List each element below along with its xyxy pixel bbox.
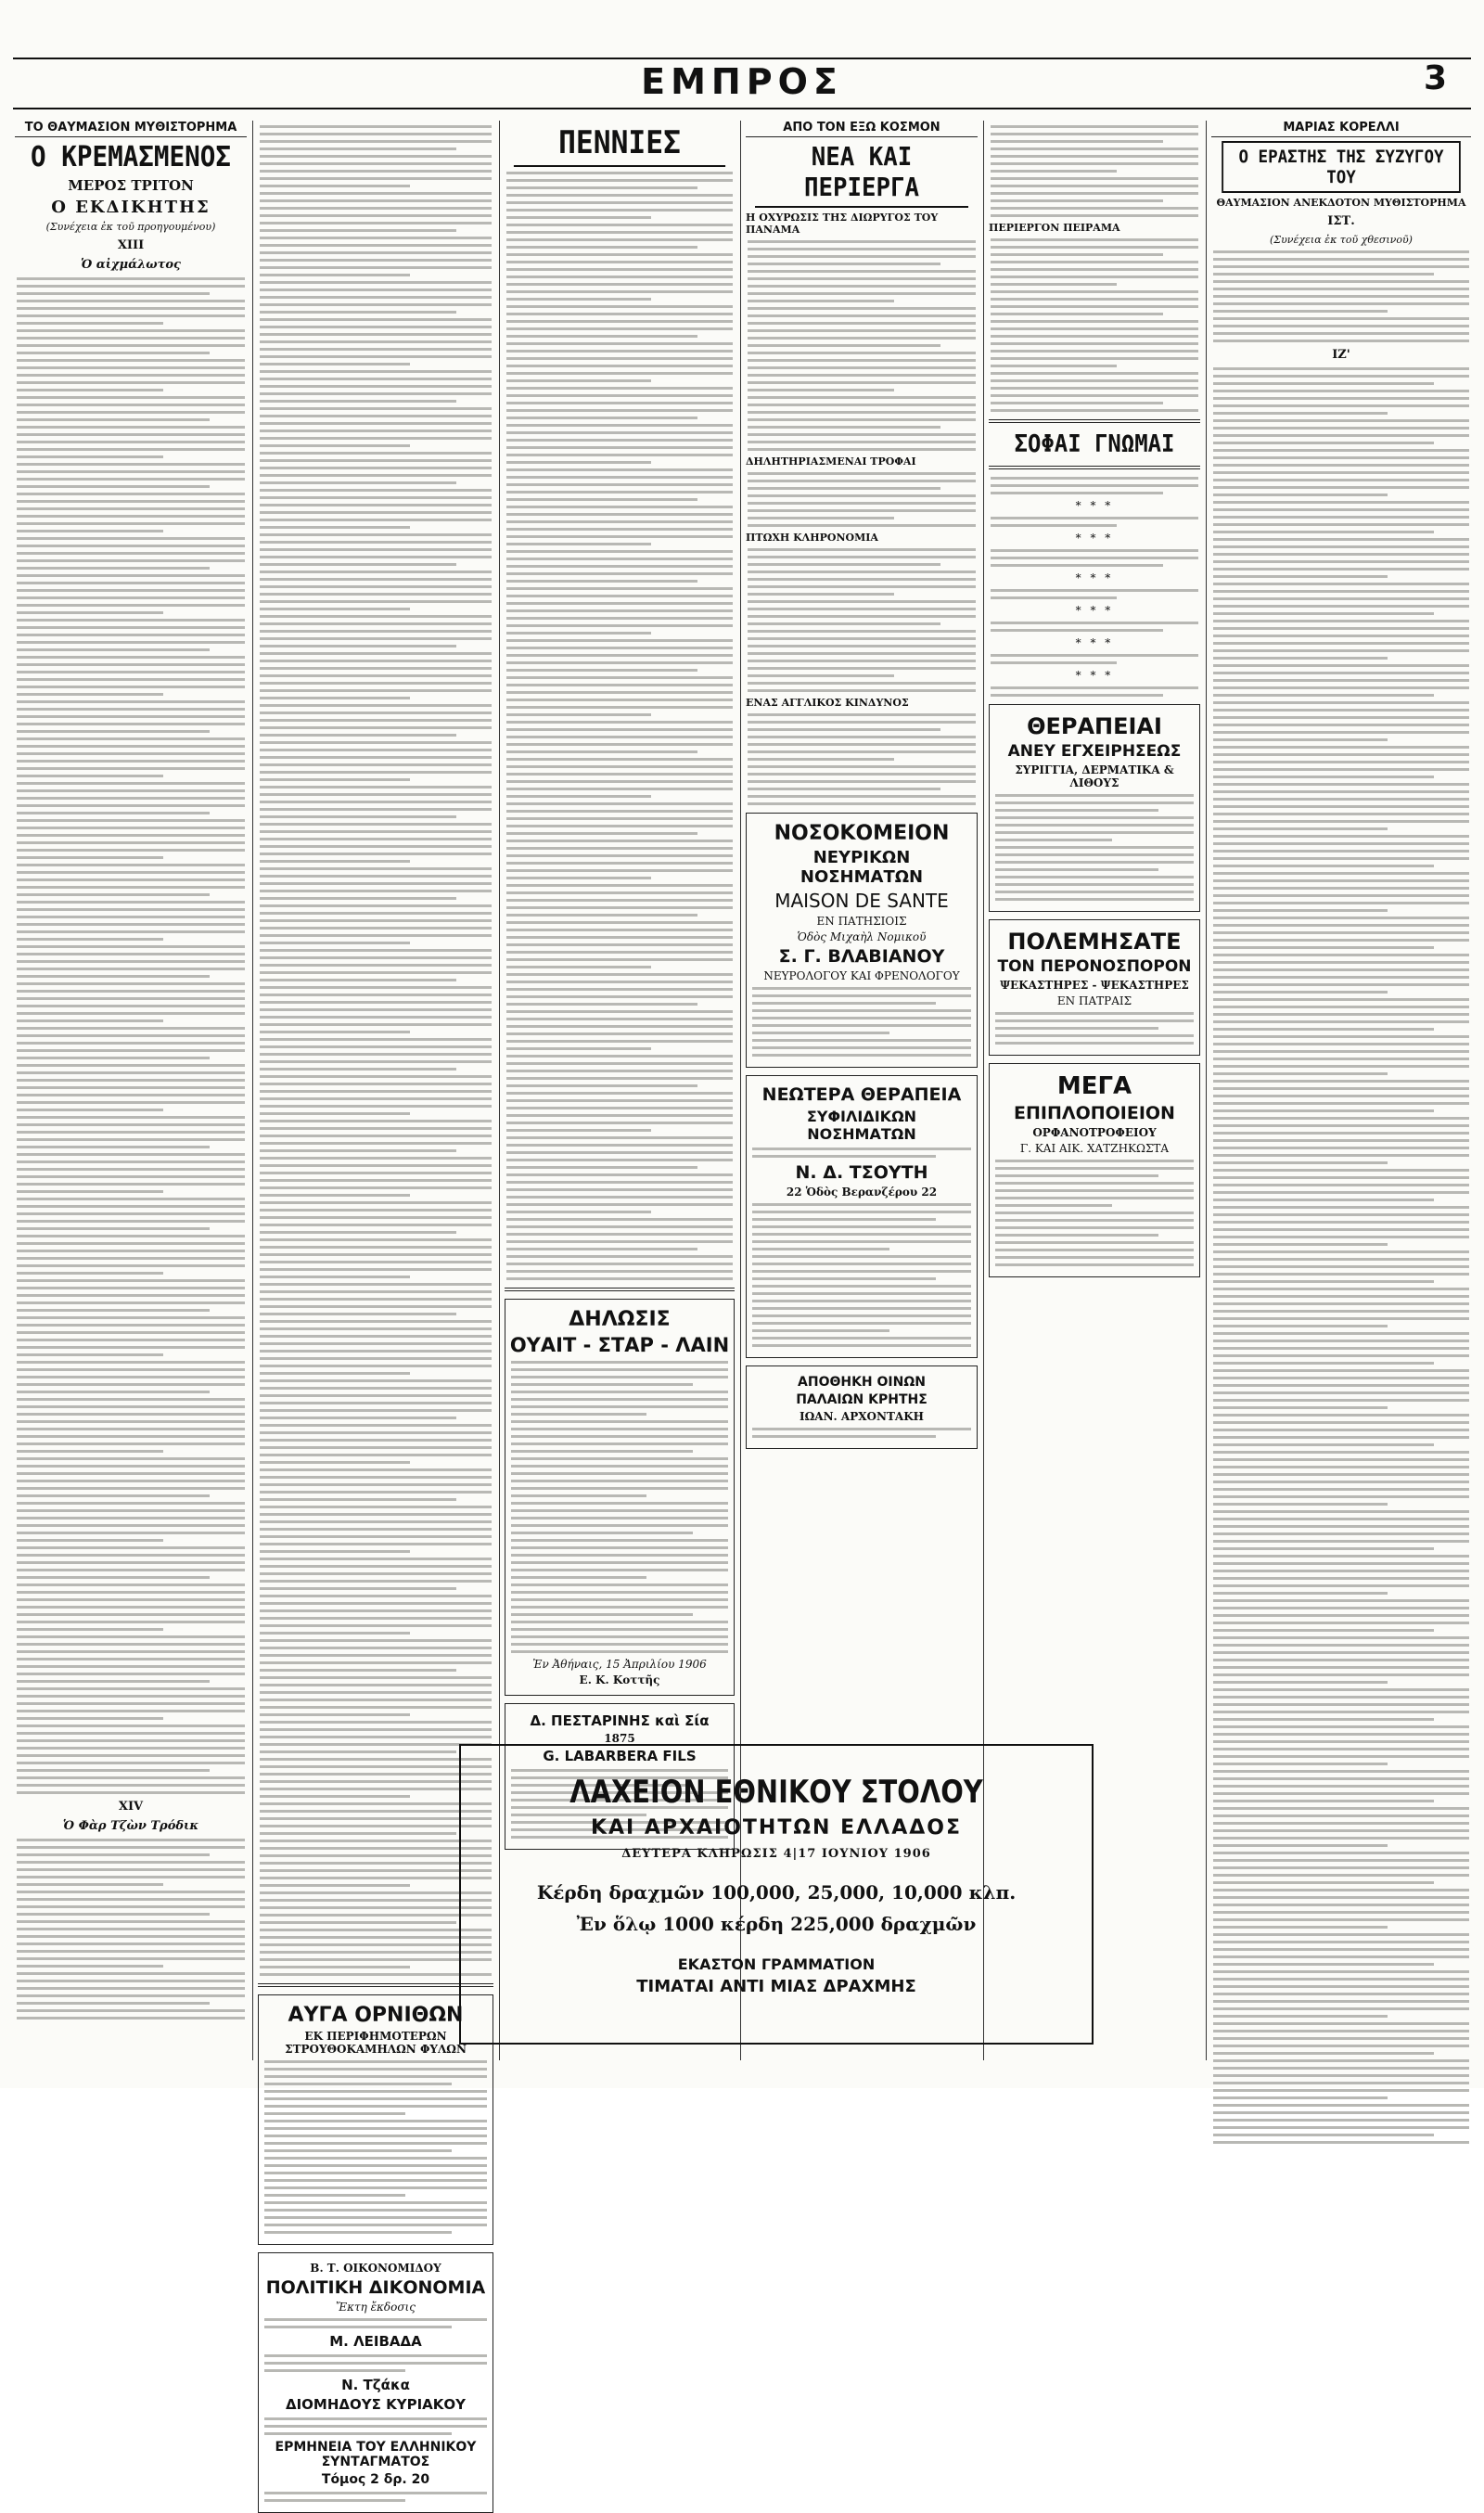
separator-stars: * * * (1075, 636, 1114, 649)
article-body (746, 240, 978, 451)
news-headline: ΝΕΑ ΚΑΙ ΠΕΡΙΕΡΓΑ (755, 141, 968, 208)
column-6 (1211, 121, 1471, 2060)
masthead-rule-bottom (13, 108, 1471, 109)
ad-name: Ν. Τζάκα (341, 2377, 410, 2393)
article-body (258, 125, 493, 1976)
serial-kicker: ΤΟ ΘΑΥΜΑΣΙΟΝ ΜΥΘΙΣΤΟΡΗΜΑ (15, 121, 247, 137)
article-body (15, 1839, 247, 2019)
divider (258, 1983, 493, 1987)
ad-title: ΜΕΓΑ (1056, 1072, 1132, 1100)
eggs-advertisement (258, 1994, 493, 2245)
news-item-title: ΠΤΩΧΗ ΚΛΗΡΟΝΟΜΙΑ (746, 532, 878, 544)
chapter-number: XIII (117, 238, 145, 252)
lottery-price: ΤΙΜΑΤΑΙ ΑΝΤΙ ΜΙΑΣ ΔΡΑΧΜΗΣ (636, 1977, 916, 1996)
ad-subtitle: ΕΠΙΠΛΟΠΟΙΕΙΟΝ (1014, 1103, 1175, 1123)
ad-volume-price: Τόμος 2 δρ. 20 (321, 2472, 430, 2487)
chapter-number: ΙΖ' (1332, 348, 1350, 362)
peronospora-sprayers-advertisement (989, 919, 1200, 1056)
ad-author-top: Β. Τ. ΟΙΚΟΝΟΜΙΔΟΥ (310, 2262, 441, 2275)
masthead (0, 56, 1484, 113)
notice-signature: Ε. Κ. Κοττῆς (579, 1673, 660, 1686)
ad-subtitle: ΣΥΦΙΛΙΔΙΚΩΝ ΝΟΣΗΜΑΤΩΝ (806, 1108, 917, 1143)
ad-author: Μ. ΛΕΙΒΑΔΑ (329, 2333, 422, 2350)
news-item-title: ΔΗΛΗΤΗΡΙΑΣΜΕΝΑΙ ΤΡΟΦΑΙ (746, 455, 916, 468)
article-body (15, 277, 247, 1794)
chapter-number: ΙΣΤ. (1327, 214, 1355, 228)
ad-subtitle: ΕΚ ΠΕΡΙΦΗΜΟΤΕΡΩΝ ΣΤΡΟΥΘΟΚΑΜΗΛΩΝ ΦΥΛΩΝ (285, 2030, 467, 2056)
serial-headline: Ο ΚΡΕΜΑΣΜΕΝΟΣ (30, 141, 232, 173)
news-item-title: Η ΟΧΥΡΩΣΙΣ ΤΗΣ ΔΙΩΡΥΓΟΣ ΤΟΥ ΠΑΝΑΜΑ (746, 212, 939, 236)
divider (989, 466, 1200, 469)
lottery-total: Ἐν ὅλῳ 1000 κέρδη 225,000 δραχμῶν (576, 1913, 977, 1935)
serial-subtitle: Ο ΕΚΔΙΚΗΤΗΣ (51, 198, 211, 217)
ad-names: Γ. ΚΑΙ ΑΙΚ. ΧΑΤΖΗΚΩΣΤΑ (1019, 1142, 1170, 1155)
column-1 (15, 121, 247, 2060)
civil-procedure-book-advertisement (258, 2252, 493, 2513)
lottery-title: ΛΑΧΕΙΟΝ ΕΘΝΙΚΟΥ ΣΤΟΛΟΥ (569, 1774, 983, 1811)
ad-doctor: Ν. Δ. ΤΣΟΥΤΗ (795, 1162, 928, 1183)
ad-address: 22 Ὁδὸς Βερανζέρου 22 (786, 1186, 938, 1199)
serial-subtitle: ΘΑΥΜΑΣΙΟΝ ΑΝΕΚΔΟΤΟΝ ΜΥΘΙΣΤΟΡΗΜΑ (1216, 197, 1466, 209)
article-body (989, 477, 1200, 697)
article-body (1211, 367, 1471, 2144)
article-body (746, 548, 978, 692)
ad-title: ΑΠΟΘΗΚΗ ΟΙΝΩΝ (798, 1375, 926, 1390)
ad-author: ΔΙΟΜΗΔΟΥΣ ΚΥΡΙΑΚΟΥ (285, 2396, 467, 2413)
ad-line: ΨΕΚΑΣΤΗΡΕΣ - ΨΕΚΑΣΤΗΡΕΣ (1000, 979, 1189, 992)
serial-kicker: ΜΑΡΙΑΣ ΚΟΡΕΛΛΙ (1211, 121, 1471, 137)
article-body (505, 172, 735, 1280)
notice-title: ΔΗΛΩΣΙΣ (569, 1308, 671, 1331)
ad-subtitle: ΤΟΝ ΠΕΡΟΝΟΣΠΟΡΟΝ (997, 957, 1192, 976)
ad-maison: MAISON DE SANTE (774, 890, 949, 912)
ad-subtitle: ΠΑΛΑΙΩΝ ΚΡΗΤΗΣ (796, 1392, 928, 1407)
wine-store-advertisement (746, 1365, 978, 1449)
ad-title: ΑΥΓΑ ΟΡΝΙΘΩΝ (288, 2004, 464, 2027)
ad-owner: ΙΩΑΝ. ΑΡΧΟΝΤΑΚΗ (799, 1410, 924, 1423)
ad-book-title: ΕΡΜΗΝΕΙΑ ΤΟΥ ΕΛΛΗΝΙΚΟΥ ΣΥΝΤΑΓΜΑΤΟΣ (275, 2440, 477, 2469)
separator-stars: * * * (1075, 571, 1114, 584)
ad-title: ΘΕΡΑΠΕΙΑΙ (1027, 713, 1162, 739)
news-item-title: ΕΝΑΣ ΑΓΓΛΙΚΟΣ ΚΙΝΔΥΝΟΣ (746, 697, 909, 709)
article-body (746, 713, 978, 805)
masthead-rule-top (13, 58, 1471, 59)
lottery-subtitle: ΚΑΙ ΑΡΧΑΙΟΤΗΤΩΝ ΕΛΛΑΔΟΣ (590, 1816, 962, 1840)
column-divider (1206, 121, 1207, 2060)
section-kicker: ΑΠΟ ΤΟΝ ΕΞΩ ΚΟΣΜΟΝ (746, 121, 978, 137)
syphilis-therapy-advertisement (746, 1075, 978, 1358)
ad-founded-year: 1875 (604, 1732, 635, 1745)
notice-date: Ἐν Ἀθήναις, 15 Ἀπριλίου 1906 (532, 1658, 707, 1671)
section-title: Ὁ αἰχμάλωτος (81, 258, 181, 272)
ad-line: ΣΥΡΙΓΓΙΑ, ΔΕΡΜΑΤΙΚΑ & ΛΙΘΟΥΣ (1015, 763, 1174, 789)
ad-line: ΟΡΦΑΝΟΤΡΟΦΕΙΟΥ (1032, 1126, 1157, 1139)
separator-stars: * * * (1075, 499, 1114, 512)
lottery-ticket: ΕΚΑΣΤΟΝ ΓΡΑΜΜΑΤΙΟΝ (677, 1955, 876, 1973)
lottery-draw-date: ΔΕΥΤΕΡΑ ΚΛΗΡΩΣΙΣ 4|17 ΙΟΥΝΙΟΥ 1906 (621, 1847, 931, 1861)
lottery-prizes: Κέρδη δραχμῶν 100,000, 25,000, 10,000 κλπ. (536, 1881, 1017, 1904)
ad-title: Δ. ΠΕΣΤΑΡΙΝΗΣ καὶ Σία (530, 1712, 710, 1729)
separator-stars: * * * (1075, 669, 1114, 682)
divider (505, 1288, 735, 1291)
ad-doctor: Σ. Γ. ΒΛΑΒΙΑΝΟΥ (778, 946, 945, 967)
separator-stars: * * * (1075, 604, 1114, 617)
ad-edition: Ἔκτη ἔκδοσις (336, 2301, 416, 2314)
newspaper-title: ΕΜΠΡΟΣ (641, 61, 843, 102)
serial-continuation-note: (Συνέχεια ἐκ τοῦ προηγουμένου) (45, 221, 216, 233)
ad-subtitle: ΑΝΕΥ ΕΓΧΕΙΡΗΣΕΩΣ (1007, 742, 1182, 761)
serial-continuation-note: (Συνέχεια ἐκ τοῦ χθεσινοῦ) (1270, 234, 1413, 246)
news-item-title: ΠΕΡΙΕΡΓΟΝ ΠΕΙΡΑΜΑ (989, 222, 1120, 234)
ad-company: G. LABARBERA FILS (543, 1748, 697, 1764)
ad-street: Ὁδὸς Μιχαὴλ Νομικοῦ (797, 930, 927, 943)
ad-title: ΝΕΩΤΕΡΑ ΘΕΡΑΠΕΙΑ (761, 1084, 962, 1105)
column-divider (252, 121, 253, 2060)
serial-headline: Ο ΕΡΑΣΤΗΣ ΤΗΣ ΣΥΖΥΓΟΥ ΤΟΥ (1222, 141, 1461, 193)
notice-brand: ΟΥΑΙΤ - ΣΤΑΡ - ΛΑΙΝ (509, 1334, 730, 1356)
ad-title: ΠΟΛΙΤΙΚΗ ΔΙΚΟΝΟΜΙΑ (265, 2277, 486, 2298)
ad-place: ΕΝ ΠΑΤΡΑΙΣ (1056, 994, 1132, 1007)
article-body (746, 472, 978, 527)
divider (989, 419, 1200, 423)
article-body (1211, 250, 1471, 342)
ad-subtitle: ΝΕΥΡΙΚΩΝ ΝΟΣΗΜΑΤΩΝ (800, 848, 924, 887)
article-body (989, 238, 1200, 412)
column-2 (258, 121, 493, 2487)
ad-place: ΕΝ ΠΑΤΗΣΙΟΙΣ (816, 915, 907, 928)
ad-specialty: ΝΕΥΡΟΛΟΓΟΥ ΚΑΙ ΦΡΕΝΟΛΟΓΟΥ (763, 969, 960, 982)
nervous-diseases-hospital-advertisement (746, 813, 978, 1068)
page-number: 3 (1423, 59, 1447, 97)
section-title: Ὁ Φὰρ Τζὼν Τρόδικ (62, 1819, 199, 1833)
white-star-line-notice (505, 1299, 735, 1696)
chapter-number: XIV (118, 1800, 144, 1814)
article-body (989, 125, 1200, 217)
separator-stars: * * * (1075, 532, 1114, 545)
pennies-headline: ΠΕΝΝΙΕΣ (514, 124, 725, 167)
ad-title: ΠΟΛΕΜΗΣΑΤΕ (1007, 929, 1182, 955)
therapies-advertisement (989, 704, 1200, 912)
serial-part: ΜΕΡΟΣ ΤΡΙΤΟΝ (68, 177, 194, 194)
naval-lottery-advertisement (459, 1744, 1094, 2045)
wise-sayings-headline: ΣΟΦΑΙ ΓΝΩΜΑΙ (1014, 430, 1175, 458)
furniture-workshop-advertisement (989, 1063, 1200, 1277)
ad-title: ΝΟΣΟΚΟΜΕΙΟΝ (774, 822, 950, 845)
